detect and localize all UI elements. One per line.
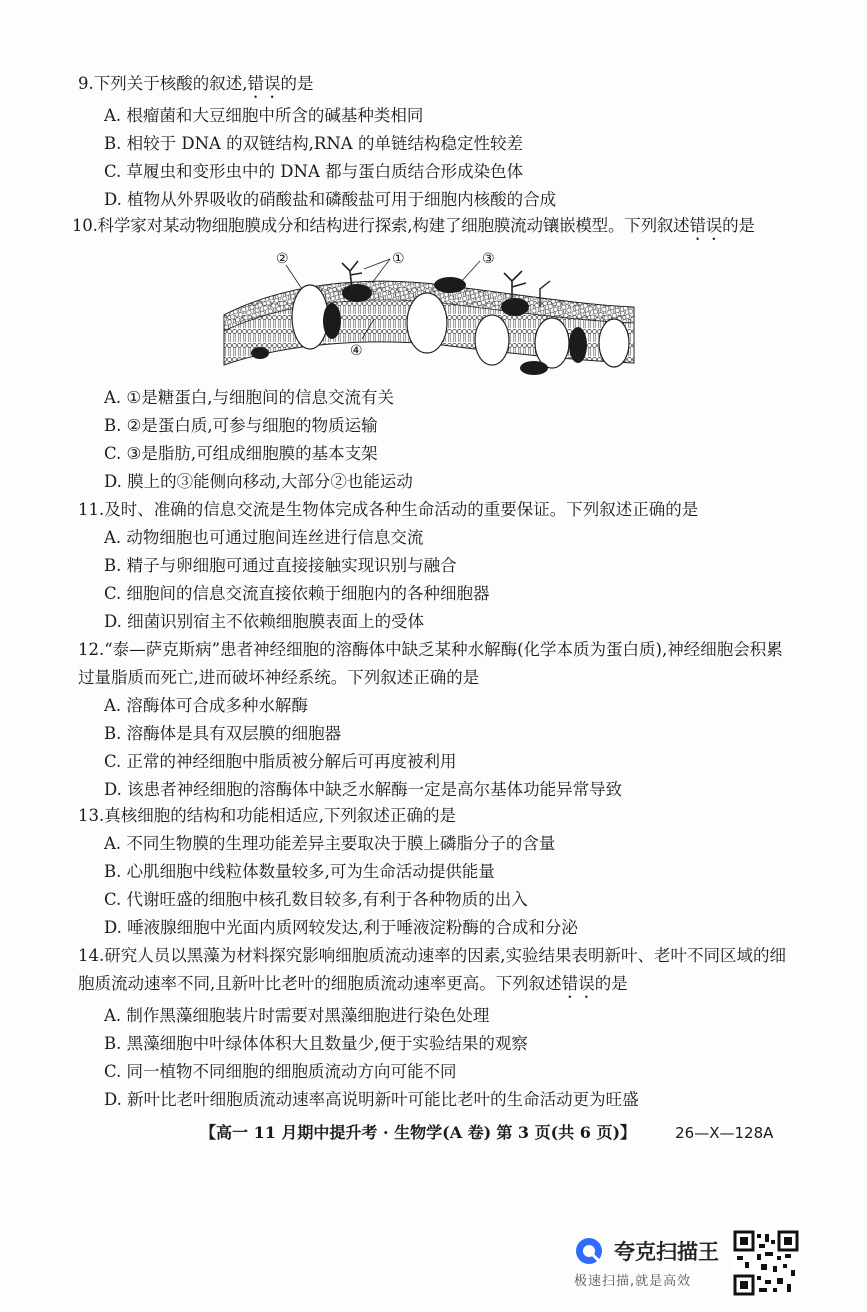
scanner-watermark [570,1230,730,1294]
option-a: A. ①是糖蛋白,与细胞间的信息交流有关 [104,388,394,407]
option-b: B. 精子与卵细胞可通过直接接触实现识别与融合 [104,556,457,575]
question-11 [78,496,838,636]
quark-logo-icon [574,1236,604,1266]
option-a: A. 制作黑藻细胞装片时需要对黑藻细胞进行染色处理 [104,1006,490,1025]
label-4: ④ [350,343,363,359]
footer-page: 第 3 页(共 6 页)】 [496,1123,637,1142]
brand-slogan: 极速扫描,就是高效 [574,1274,692,1289]
option-c: C. 草履虫和变形虫中的 DNA 都与蛋白质结合形成染色体 [104,162,524,181]
option-b: B. ②是蛋白质,可参与细胞的物质运输 [104,416,378,435]
option-c: C. ③是脂肪,可组成细胞膜的基本支架 [104,444,378,463]
question-10 [72,212,832,244]
question-stem: 10.科学家对某动物细胞膜成分和结构进行探索,构建了细胞膜流动镶嵌模型。下列叙述错误的是 [72,216,755,235]
question-14 [78,942,798,1114]
question-stem: 14.研究人员以黑藻为材料探究影响细胞质流动速率的因素,实验结果表明新叶、老叶不同区域的细胞质流动速率不同,且新叶比老叶的细胞质流动速率更高。下列叙述错误的是 [78,946,786,993]
page-footer [200,1120,820,1143]
option-b: B. 心肌细胞中线粒体数量较多,可为生命活动提供能量 [104,862,495,881]
option-d: D. 唾液腺细胞中光面内质网较发达,利于唾液淀粉酶的合成和分泌 [104,918,578,937]
question-stem: 12.“泰—萨克斯病”患者神经细胞的溶酶体中缺乏某种水解酶(化学本质为蛋白质),神经细胞会积累过量脂质而死亡,进而破坏神经系统。下列叙述正确的是 [78,640,783,687]
option-a: A. 不同生物膜的生理功能差异主要取决于膜上磷脂分子的含量 [104,834,556,853]
option-c: C. 正常的神经细胞中脂质被分解后可再度被利用 [104,752,457,771]
question-13 [78,802,818,942]
option-d: D. 细菌识别宿主不依赖细胞膜表面上的受体 [104,612,425,631]
question-stem: 11.及时、准确的信息交流是生物体完成各种生命活动的重要保证。下列叙述正确的是 [78,500,699,519]
option-a: A. 溶酶体可合成多种水解酶 [104,696,308,715]
option-b: B. 黑藻细胞中叶绿体体积大且数量少,便于实验结果的观察 [104,1034,528,1053]
qr-code-icon [733,1230,799,1296]
option-b: B. 溶酶体是具有双层膜的细胞器 [104,724,342,743]
question-10-options [78,384,818,496]
option-d: D. 膜上的③能侧向移动,大部分②也能运动 [104,472,413,491]
option-c: C. 细胞间的信息交流直接依赖于细胞内的各种细胞器 [104,584,490,603]
label-2: ② [276,251,289,267]
question-stem: 13.真核细胞的结构和功能相适应,下列叙述正确的是 [78,806,456,825]
brand-name: 夸克扫描王 [614,1240,719,1264]
label-1: ① [392,251,405,267]
label-3: ③ [482,251,495,267]
footer-title: 【高一 11 月期中提升考 · 生物学(A 卷) [200,1123,492,1142]
option-d: D. 该患者神经细胞的溶酶体中缺乏水解酶一定是高尔基体功能异常导致 [104,780,623,799]
question-12 [78,636,798,804]
option-d: D. 植物从外界吸收的硝酸盐和磷酸盐可用于细胞内核酸的合成 [104,190,557,209]
question-stem: 9.下列关于核酸的叙述,错误的是 [78,74,314,93]
option-a: A. 动物细胞也可通过胞间连丝进行信息交流 [104,528,424,547]
option-a: A. 根瘤菌和大豆细胞中所含的碱基种类相同 [104,106,424,125]
option-c: C. 同一植物不同细胞的细胞质流动方向可能不同 [104,1062,457,1081]
question-9 [78,70,818,214]
option-c: C. 代谢旺盛的细胞中核孔数目较多,有利于各种物质的出入 [104,890,528,909]
option-d: D. 新叶比老叶细胞质流动速率高说明新叶可能比老叶的生命活动更为旺盛 [104,1090,639,1109]
cell-membrane-diagram [222,245,642,385]
footer-code: 26—X—128A [675,1124,774,1142]
option-b: B. 相较于 DNA 的双链结构,RNA 的单链结构稳定性较差 [104,134,523,153]
